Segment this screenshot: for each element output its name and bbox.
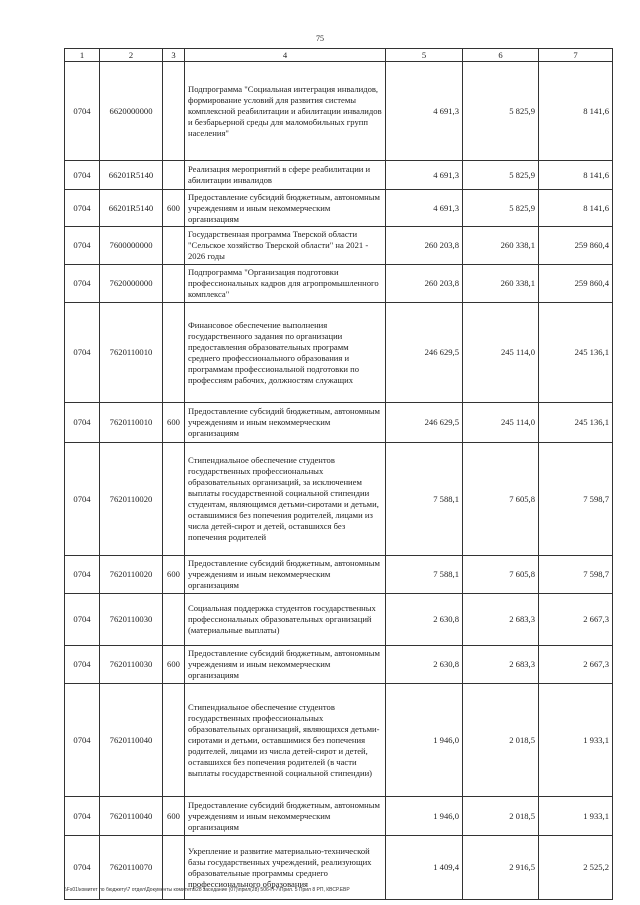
table-row — [65, 265, 613, 303]
section-cell: 0704 — [65, 797, 100, 836]
amount-cell: 5 825,9 — [463, 161, 539, 190]
expense-type-cell: 600 — [163, 646, 185, 684]
header-cell: 1 — [65, 49, 100, 62]
expense-type-cell: 600 — [163, 797, 185, 836]
amount-cell: 2 916,5 — [463, 836, 539, 900]
expense-type-cell — [163, 161, 185, 190]
section-cell: 0704 — [65, 62, 100, 161]
table-row — [65, 62, 613, 161]
target-code-cell: 7620110020 — [100, 443, 163, 556]
amount-cell: 260 338,1 — [463, 265, 539, 303]
section-cell: 0704 — [65, 161, 100, 190]
item-name-cell: Государственная программа Тверской области "Сельское хозяйство Тверской области" на 2021 - 2026 годы — [185, 227, 386, 265]
target-code-cell: 7620110010 — [100, 403, 163, 443]
amount-cell: 8 141,6 — [539, 62, 613, 161]
target-code-cell: 7600000000 — [100, 227, 163, 265]
amount-cell: 260 203,8 — [386, 227, 463, 265]
expense-type-cell — [163, 594, 185, 646]
item-name-cell: Предоставление субсидий бюджетным, автономным учреждениям и иным некоммерческим организациям — [185, 403, 386, 443]
amount-cell: 7 598,7 — [539, 556, 613, 594]
amount-cell: 260 338,1 — [463, 227, 539, 265]
section-cell: 0704 — [65, 190, 100, 227]
target-code-cell: 7620110010 — [100, 303, 163, 403]
table-row — [65, 684, 613, 797]
amount-cell: 245 136,1 — [539, 403, 613, 443]
amount-cell: 1 933,1 — [539, 684, 613, 797]
amount-cell: 245 114,0 — [463, 403, 539, 443]
amount-cell: 2 667,3 — [539, 594, 613, 646]
header-cell: 5 — [386, 49, 463, 62]
table-row — [65, 403, 613, 443]
amount-cell: 246 629,5 — [386, 403, 463, 443]
table-row — [65, 646, 613, 684]
header-cell: 4 — [185, 49, 386, 62]
header-cell: 2 — [100, 49, 163, 62]
header-cell: 3 — [163, 49, 185, 62]
table-row — [65, 190, 613, 227]
item-name-cell: Укрепление и развитие материально-технической базы государственных учреждений, реализующих образовательные программы среднего профессионального образования — [185, 836, 386, 900]
expense-type-cell: 600 — [163, 556, 185, 594]
amount-cell: 7 588,1 — [386, 556, 463, 594]
amount-cell: 259 860,4 — [539, 227, 613, 265]
amount-cell: 2 018,5 — [463, 797, 539, 836]
page-number: 75 — [316, 34, 324, 43]
amount-cell: 2 683,3 — [463, 646, 539, 684]
amount-cell: 7 598,7 — [539, 443, 613, 556]
item-name-cell: Финансовое обеспечение выполнения государственного задания по организации предоставления образовательных программ среднего профессионального образования и программам профессиональной подготовки по профессиям рабочих, должностям служащих — [185, 303, 386, 403]
table-row — [65, 443, 613, 556]
target-code-cell: 7620110070 — [100, 836, 163, 900]
amount-cell: 2 667,3 — [539, 646, 613, 684]
item-name-cell: Стипендиальное обеспечение студентов государственных профессиональных образовательных организаций, за исключением выплаты государственной социальной стипендии студентам, являющимся детьми-сиротами и детьми, оставшимися без попечения родителей, лицами из числа детей-сирот и детей, оставшихся без попечения родителей — [185, 443, 386, 556]
section-cell: 0704 — [65, 556, 100, 594]
item-name-cell: Подпрограмма "Социальная интеграция инвалидов, формирование условий для развития системы комплексной реабилитации и абилитации инвалидов и безбарьерной среды для маломобильных групп населения" — [185, 62, 386, 161]
table-row — [65, 161, 613, 190]
amount-cell: 5 825,9 — [463, 190, 539, 227]
amount-cell: 2 630,8 — [386, 594, 463, 646]
item-name-cell: Реализация мероприятий в сфере реабилитации и абилитации инвалидов — [185, 161, 386, 190]
expense-type-cell — [163, 443, 185, 556]
expense-type-cell: 600 — [163, 403, 185, 443]
item-name-cell: Социальная поддержка студентов государственных профессиональных образовательных организаций (материальные выплаты) — [185, 594, 386, 646]
table-row — [65, 227, 613, 265]
budget-table — [64, 48, 613, 900]
amount-cell: 260 203,8 — [386, 265, 463, 303]
amount-cell: 7 605,8 — [463, 556, 539, 594]
target-code-cell: 7620110030 — [100, 646, 163, 684]
target-code-cell: 7620110030 — [100, 594, 163, 646]
amount-cell: 4 691,3 — [386, 62, 463, 161]
item-name-cell: Стипендиальное обеспечение студентов государственных профессиональных образовательных организаций, являющихся детьми-сиротами и детьми, оставшимися без попечения родителей, лицами из числа детей-сирот и детей, оставшихся без попечения родителей (в части выплаты государственной социальной стипендии) — [185, 684, 386, 797]
header-cell: 6 — [463, 49, 539, 62]
file-path-footer: \\Fs01\комитет по бюджету\7 отдел\Документы комитета\28 заседание (07)\прил(28) 506-П-7\Прил. 5 Прил 8 РП, КВСР.ЕВР — [64, 887, 350, 893]
expense-type-cell — [163, 227, 185, 265]
item-name-cell: Предоставление субсидий бюджетным, автономным учреждениям и иным некоммерческим организациям — [185, 556, 386, 594]
section-cell: 0704 — [65, 443, 100, 556]
amount-cell: 1 409,4 — [386, 836, 463, 900]
amount-cell: 8 141,6 — [539, 161, 613, 190]
target-code-cell: 7620110040 — [100, 797, 163, 836]
header-cell: 7 — [539, 49, 613, 62]
amount-cell: 2 018,5 — [463, 684, 539, 797]
target-code-cell: 66201R5140 — [100, 161, 163, 190]
target-code-cell: 7620110040 — [100, 684, 163, 797]
amount-cell: 246 629,5 — [386, 303, 463, 403]
amount-cell: 1 946,0 — [386, 684, 463, 797]
item-name-cell: Предоставление субсидий бюджетным, автономным учреждениям и иным некоммерческим организациям — [185, 797, 386, 836]
table-row — [65, 556, 613, 594]
amount-cell: 7 588,1 — [386, 443, 463, 556]
amount-cell: 259 860,4 — [539, 265, 613, 303]
amount-cell: 7 605,8 — [463, 443, 539, 556]
target-code-cell: 7620110020 — [100, 556, 163, 594]
amount-cell: 4 691,3 — [386, 190, 463, 227]
expense-type-cell — [163, 62, 185, 161]
section-cell: 0704 — [65, 646, 100, 684]
amount-cell: 245 114,0 — [463, 303, 539, 403]
amount-cell: 2 683,3 — [463, 594, 539, 646]
amount-cell: 1 933,1 — [539, 797, 613, 836]
table-row — [65, 594, 613, 646]
amount-cell: 2 630,8 — [386, 646, 463, 684]
section-cell: 0704 — [65, 684, 100, 797]
item-name-cell: Подпрограмма "Организация подготовки профессиональных кадров для агропромышленного комплекса" — [185, 265, 386, 303]
section-cell: 0704 — [65, 836, 100, 900]
amount-cell: 1 946,0 — [386, 797, 463, 836]
table-row — [65, 303, 613, 403]
target-code-cell: 66201R5140 — [100, 190, 163, 227]
section-cell: 0704 — [65, 594, 100, 646]
expense-type-cell — [163, 684, 185, 797]
amount-cell: 245 136,1 — [539, 303, 613, 403]
header-row — [65, 49, 613, 62]
expense-type-cell: 600 — [163, 190, 185, 227]
section-cell: 0704 — [65, 227, 100, 265]
amount-cell: 8 141,6 — [539, 190, 613, 227]
amount-cell: 5 825,9 — [463, 62, 539, 161]
expense-type-cell — [163, 265, 185, 303]
section-cell: 0704 — [65, 303, 100, 403]
amount-cell: 4 691,3 — [386, 161, 463, 190]
item-name-cell: Предоставление субсидий бюджетным, автономным учреждениям и иным некоммерческим организациям — [185, 646, 386, 684]
target-code-cell: 6620000000 — [100, 62, 163, 161]
item-name-cell: Предоставление субсидий бюджетным, автономным учреждениям и иным некоммерческим организациям — [185, 190, 386, 227]
section-cell: 0704 — [65, 265, 100, 303]
expense-type-cell — [163, 303, 185, 403]
amount-cell: 2 525,2 — [539, 836, 613, 900]
section-cell: 0704 — [65, 403, 100, 443]
target-code-cell: 7620000000 — [100, 265, 163, 303]
table-row — [65, 797, 613, 836]
